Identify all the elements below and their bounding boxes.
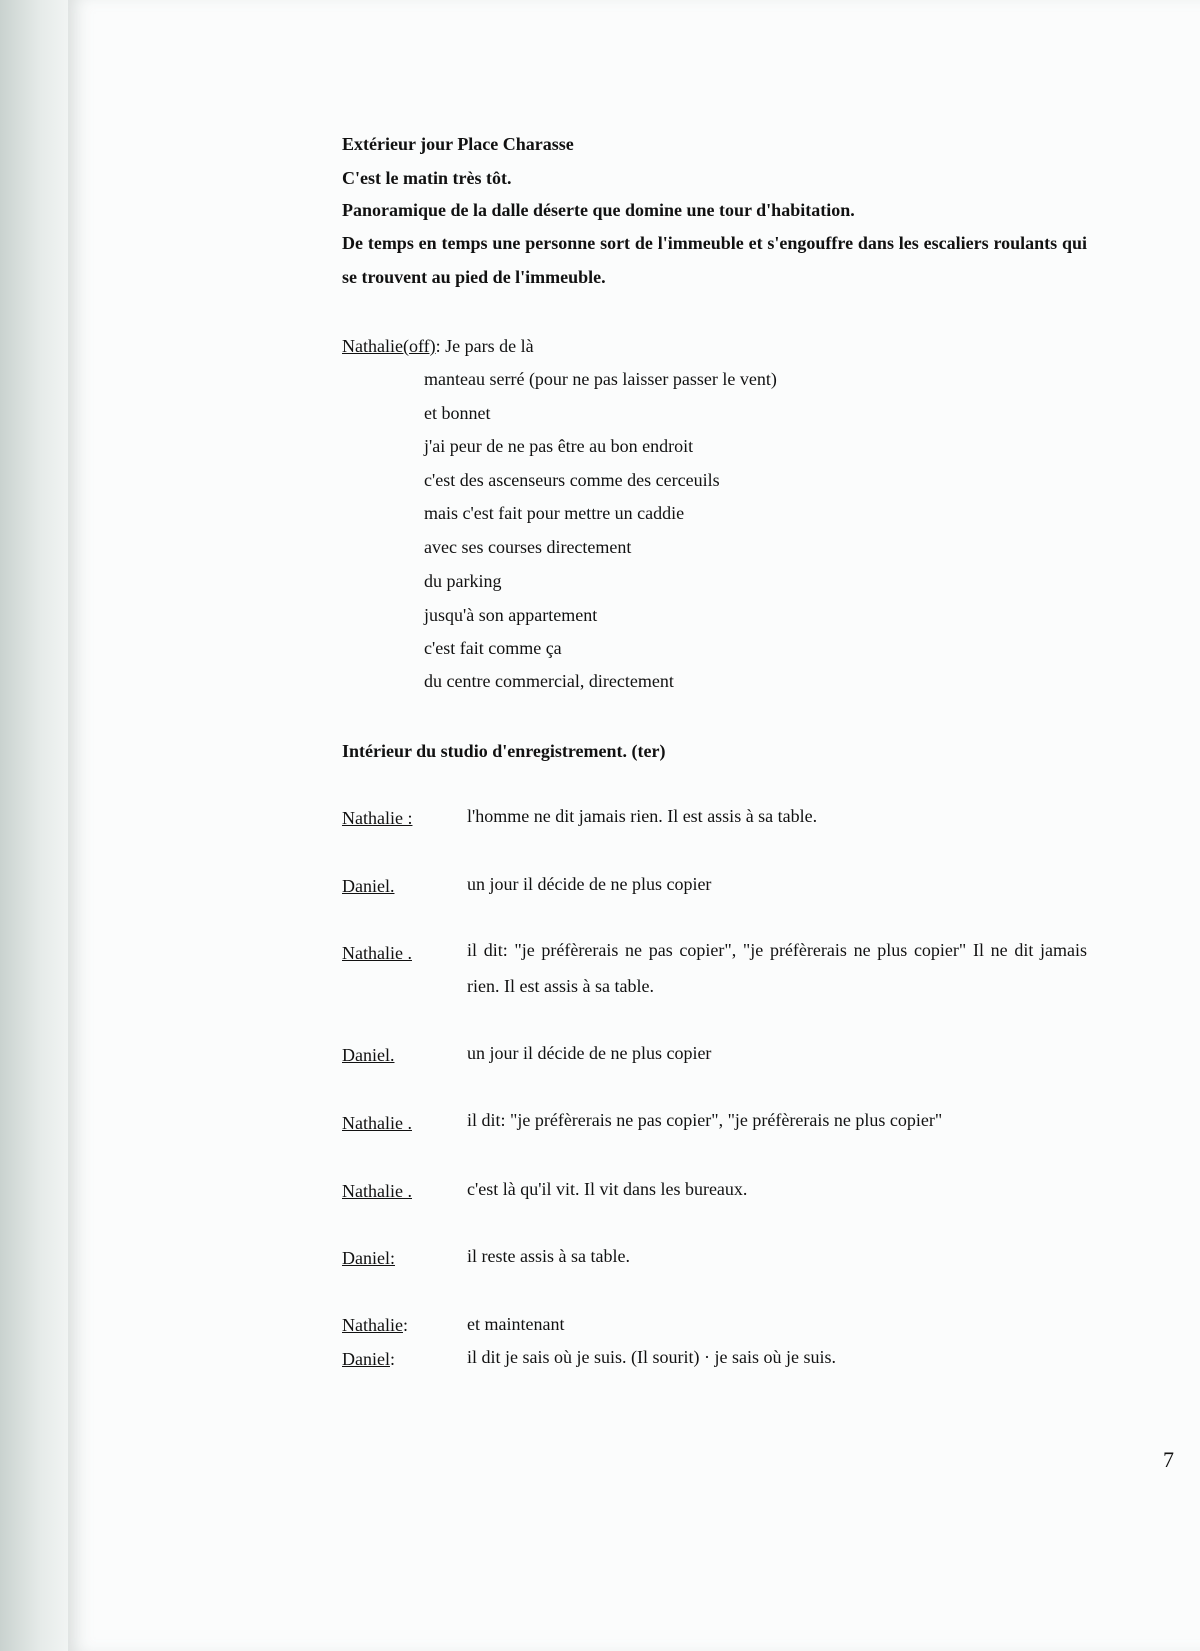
scene-heading: Intérieur du studio d'enregistrement. (ter) xyxy=(342,741,666,761)
scene-location: Extérieur jour Place Charasse xyxy=(342,134,574,154)
voiceover-separator: : xyxy=(435,336,441,356)
voiceover-line: manteau serré (pour ne pas laisser passer le vent) xyxy=(424,369,777,389)
speaker-colon: : xyxy=(402,1315,408,1335)
dialogue-speaker: Nathalie . xyxy=(342,1113,412,1133)
dialogue-line: il reste assis à sa table. xyxy=(467,1246,630,1266)
dialogue-line: l'homme ne dit jamais rien. Il est assis à sa table. xyxy=(467,806,818,826)
voiceover-line: et bonnet xyxy=(424,403,491,423)
page-number: 7 xyxy=(1163,1447,1174,1472)
voiceover-line: du parking xyxy=(424,571,502,591)
scene-time: C'est le matin très tôt. xyxy=(342,168,512,188)
scene-description: Panoramique de la dalle déserte que domine une tour d'habitation. xyxy=(342,200,855,220)
scene-action-paragraph: De temps en temps une personne sort de l'immeuble et s'engouffre dans les escaliers roulants qui se trouvent au pied de l'immeuble. xyxy=(342,233,1087,287)
dialogue-speaker: Daniel. xyxy=(342,1045,395,1065)
voiceover-line: c'est des ascenseurs comme des cerceuils xyxy=(424,470,720,490)
dialogue-line: c'est là qu'il vit. Il vit dans les bureaux. xyxy=(467,1179,748,1199)
dialogue-speaker: Daniel. xyxy=(342,876,395,896)
dialogue-speaker: Nathalie . xyxy=(342,1181,412,1201)
dialogue-line: il dit: "je préfèrerais ne pas copier", "je préfèrerais ne plus copier" xyxy=(467,1110,943,1130)
dialogue-line: il dit: "je préfèrerais ne pas copier", "je préfèrerais ne plus copier" Il ne dit jamais rien. Il est assis à sa table. xyxy=(467,940,1087,996)
voiceover-line: du centre commercial, directement xyxy=(424,671,674,691)
dialogue-line: un jour il décide de ne plus copier xyxy=(467,1043,712,1063)
dialogue-speaker: Daniel xyxy=(342,1349,390,1369)
dialogue-line: il dit je sais où je suis. (Il sourit) · je sais où je suis. xyxy=(467,1347,836,1367)
voiceover-line: j'ai peur de ne pas être au bon endroit xyxy=(424,436,694,456)
dialogue-speaker: Daniel: xyxy=(342,1248,395,1268)
voiceover-line: jusqu'à son appartement xyxy=(424,605,598,625)
voiceover-speaker: Nathalie(off) xyxy=(342,336,436,356)
voiceover-text: Je pars de là xyxy=(440,336,534,356)
scan-edge xyxy=(0,0,68,1651)
voiceover-line: avec ses courses directement xyxy=(424,537,632,557)
dialogue-speaker-row xyxy=(342,1315,408,1336)
dialogue-speaker-row xyxy=(342,1349,395,1370)
dialogue-speaker: Nathalie : xyxy=(342,808,413,828)
dialogue-speaker: Nathalie . xyxy=(342,943,412,963)
speaker-colon: : xyxy=(389,1349,395,1369)
dialogue-line: un jour il décide de ne plus copier xyxy=(467,874,712,894)
dialogue-line: et maintenant xyxy=(467,1314,565,1334)
voiceover-first-line xyxy=(342,336,534,357)
script-page xyxy=(68,0,1200,1651)
voiceover-line: c'est fait comme ça xyxy=(424,638,562,658)
voiceover-line: mais c'est fait pour mettre un caddie xyxy=(424,503,685,523)
dialogue-speaker: Nathalie xyxy=(342,1315,403,1335)
